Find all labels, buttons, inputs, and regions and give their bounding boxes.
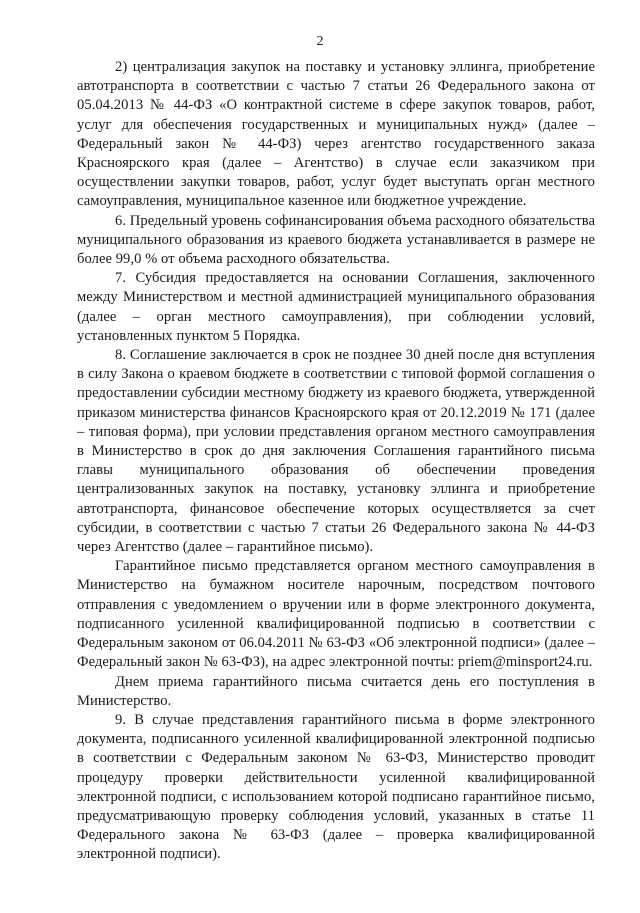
paragraph-8: 8. Соглашение заключается в срок не позднее 30 дней после дня вступления в силу Закона о краевом бюджете в соответствии с типовой формой соглашения о предоставлении субсидии местному бюджету из краевого бюджета, утвержденной приказом министерства финансов Красноярского края от 20.12.2019 № 171 (далее – типовая форма), при условии представления органом местного самоуправления в Министерство в срок до дня заключения Соглашения гарантийного письма главы муниципального образования об обеспечении проведения централизованных закупок на поставку, установку эллинга и приобретение автотранспорта, финансовое обеспечение которых осуществляется за счет субсидии, в соответствии с частью 7 статьи 26 Федерального закона № 44-ФЗ через Агентство (далее – гарантийное письмо). bbox=[77, 347, 595, 556]
paragraph-7: 7. Субсидия предоставляется на основании Соглашения, заключенного между Министерством и местной администрацией муниципального образования (далее – орган местного самоуправления), при соблюдении условий, установленных пунктом 5 Порядка. bbox=[77, 270, 595, 344]
paragraph-receipt-day: Днем приема гарантийного письма считается день его поступления в Министерство. bbox=[77, 673, 595, 709]
page-number: 2 bbox=[316, 34, 324, 49]
paragraph-item-2: 2) централизация закупок на поставку и установку эллинга, приобретение автотранспорта в соответствии с частью 7 статьи 26 Федерального закона от 05.04.2013 № 44-ФЗ «О контрактной системе в сфере закупок товаров, работ, услуг для обеспечения государственных и муниципальных нужд» (далее – Федеральный закон № 44-ФЗ) через агентство государственного заказа Красноярского края (далее – Агентство) в случае если заказчиком при осуществлении закупки товаров, работ, услуг будет выступать орган местного самоуправления, муниципальное казенное или бюджетное учреждение. bbox=[77, 59, 595, 210]
paragraph-guarantee-letter: Гарантийное письмо представляется органом местного самоуправления в Министерство на бумажном носителе нарочным, посредством почтового отправления с уведомлением о вручении или в форме электронного документа, подписанного усиленной квалифицированной подписью в соответствии с Федеральным законом от 06.04.2011 № 63-ФЗ «Об электронной подписи» (далее – Федеральный закон № 63-ФЗ), на адрес электронной почты: priem@minsport24.ru. bbox=[77, 558, 595, 671]
paragraph-9: 9. В случае представления гарантийного письма в форме электронного документа, подписанного усиленной квалифицированной электронной подписью в соответствии с Федеральным законом № 63-ФЗ, Министерство проводит процедуру проверки действительности усиленной квалифицированной электронной подписи, с использованием которой подписано гарантийное письмо, предусматривающую проверку соблюдения условий, указанных в статье 11 Федерального закона № 63-ФЗ (далее – проверка квалифицированной электронной подписи). bbox=[77, 711, 595, 863]
document-body bbox=[77, 58, 595, 865]
paragraph-6: 6. Предельный уровень софинансирования объема расходного обязательства муниципального образования из краевого бюджета устанавливается в размере не более 99,0 % от объема расходного обязательства. bbox=[77, 212, 595, 268]
